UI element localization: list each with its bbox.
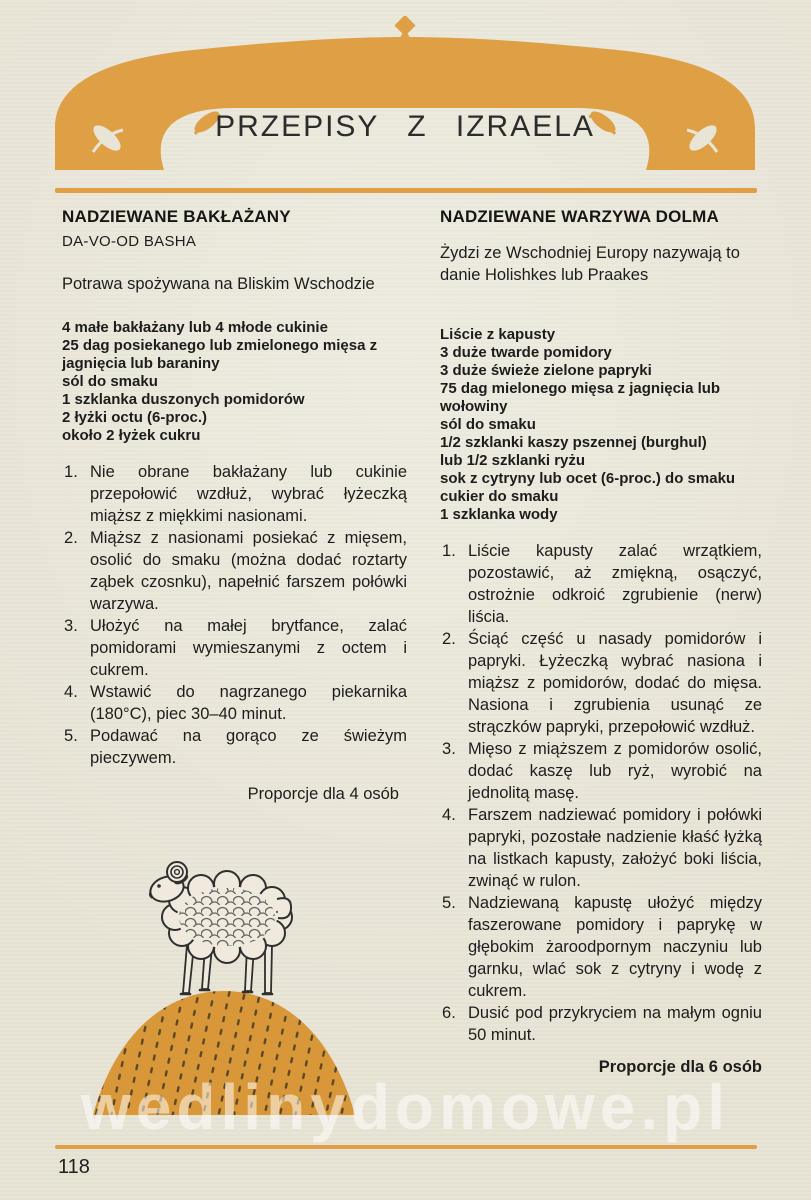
- recipe-title-left: NADZIEWANE BAKŁAŻANY: [62, 207, 291, 226]
- top-divider-rule: [55, 188, 757, 193]
- ingredients-list-left: [62, 319, 407, 445]
- recipe-columns: [62, 206, 762, 1119]
- recipe-intro-right: Żydzi ze Wschodniej Europy nazywają to danie Holishkes lub Praakes: [440, 244, 740, 284]
- ingredient-line: 1/2 szklanki kaszy pszennej (burghul): [440, 434, 707, 451]
- recipe-step: Ściąć część u nasady pomidorów i papryki. Łyżeczką wybrać nasiona i miąższ z pomidorów, dodać do mięsa. Nasiona i zgrubienia usunąć ze strączków papryki, przepołowić wzdłuż.: [468, 630, 762, 736]
- recipe-step: Ułożyć na małej brytfance, zalać pomidorami wymieszanymi z octem i cukrem.: [90, 617, 407, 679]
- banner-ornament-graphic: [45, 16, 765, 174]
- ingredient-line: 25 dag posiekanego lub zmielonego mięsa z jagnięcia lub baraniny: [62, 337, 378, 372]
- ingredients-list-right: [440, 326, 762, 524]
- header-banner: [45, 16, 765, 174]
- recipe-step: Nie obrane bakłażany lub cukinie przepołowić wzdłuż, wybrać łyżeczką miąższ z miękkimi nasionami.: [90, 463, 407, 525]
- ingredient-line: cukier do smaku: [440, 488, 559, 505]
- ingredient-line: 4 małe bakłażany lub 4 młode cukinie: [62, 319, 328, 336]
- ingredient-line: 1 szklanka wody: [440, 506, 558, 523]
- ingredient-line: sok z cytryny lub ocet (6-proc.) do smaku: [440, 470, 736, 487]
- ingredient-line: 3 duże świeże zielone papryki: [440, 362, 652, 379]
- ingredient-line: około 2 łyżek cukru: [62, 427, 201, 444]
- recipe-left: [62, 206, 407, 1119]
- ingredient-line: 3 duże twarde pomidory: [440, 344, 612, 361]
- recipe-step: Liście kapusty zalać wrzątkiem, pozostawić, aż zmiękną, osączyć, ostrożnie odkroić zgrubienie (nerw) liścia.: [468, 542, 762, 626]
- page-title: PRZEPISY Z IZRAELA: [215, 110, 595, 143]
- recipe-step: Wstawić do nagrzanego piekarnika (180°C), piec 30–40 minut.: [90, 683, 407, 723]
- ingredient-line: 75 dag mielonego mięsa z jagnięcia lub wołowiny: [440, 380, 721, 415]
- ingredient-line: sól do smaku: [440, 416, 536, 433]
- recipe-right: [440, 206, 762, 1078]
- ram-illustration: [88, 839, 360, 1119]
- recipe-step: Dusić pod przykryciem na małym ogniu 50 minut.: [468, 1004, 762, 1044]
- ingredient-line: lub 1/2 szklanki ryżu: [440, 452, 586, 469]
- ingredient-line: sól do smaku: [62, 373, 158, 390]
- recipe-intro-left: Potrawa spożywana na Bliskim Wschodzie: [62, 275, 375, 293]
- ingredient-line: 1 szklanka duszonych pomidorów: [62, 391, 305, 408]
- recipe-step: Farszem nadziewać pomidory i połówki papryki, pozostałe nadzienie kłaść łyżką na listkach kapusty, założyć boki liścia, zwinąć w rulon.: [468, 806, 762, 890]
- steps-list-left: [62, 461, 407, 769]
- recipe-subtitle-left: DA-VO-OD BASHA: [62, 233, 197, 250]
- page-number: 118: [58, 1156, 90, 1178]
- recipe-step: Mięso z miąższem z pomidorów osolić, dodać kaszę lub ryż, wyrobić na jednolitą masę.: [468, 740, 762, 802]
- watermark-text: wedlinydomowe.pl: [81, 1071, 730, 1143]
- steps-list-right: [440, 540, 762, 1046]
- servings-right: Proporcje dla 6 osób: [598, 1058, 762, 1076]
- recipe-step: Podawać na gorąco ze świeżym pieczywem.: [90, 727, 407, 767]
- ingredient-line: Liście z kapusty: [440, 326, 556, 343]
- bottom-divider-rule: [55, 1145, 757, 1149]
- recipe-step: Miąższ z nasionami posiekać z mięsem, osolić do smaku (można dodać roztarty ząbek czosnku), napełnić farszem połówki warzywa.: [90, 529, 407, 613]
- servings-left: Proporcje dla 4 osób: [247, 785, 399, 803]
- recipe-title-right: NADZIEWANE WARZYWA DOLMA: [440, 207, 719, 226]
- recipe-step: Nadziewaną kapustę ułożyć między faszerowane pomidory i paprykę w głębokim żaroodpornym naczyniu lub garnku, wlać sok z cytryny i wodę z cukrem.: [468, 894, 762, 1000]
- ingredient-line: 2 łyżki octu (6-proc.): [62, 409, 208, 426]
